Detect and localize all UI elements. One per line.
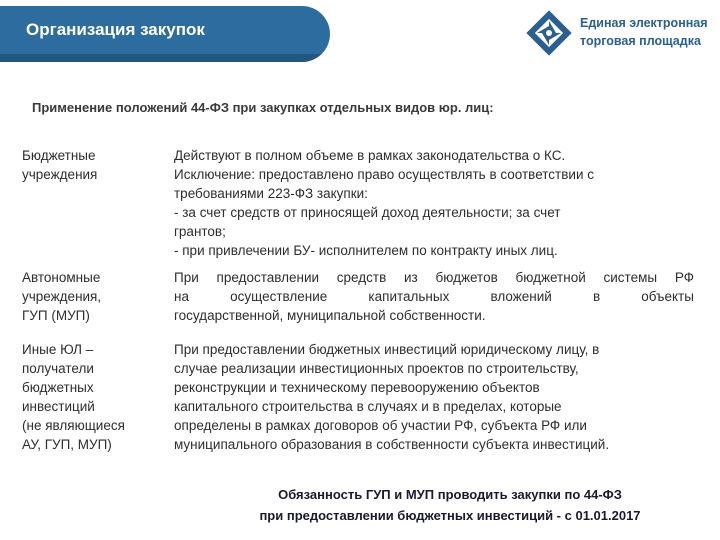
footer-line-2: при предоставлении бюджетных инвестиций - с 01.01.2017 (259, 508, 641, 523)
page-title: Организация закупок (26, 20, 205, 39)
footer-note (190, 484, 710, 526)
logo-icon (526, 10, 572, 56)
section-title: Применение положений 44-ФЗ при закупках отдельных видов юр. лиц: (32, 100, 494, 115)
footer-line-1: Обязанность ГУП и МУП проводить закупки по 44-ФЗ (278, 487, 622, 502)
row-text: При предоставлении бюджетных инвестиций юридическому лицу, в случае реализации инвестиционных проектов по строительству, реконструкции и техническому перевооружению объектов капитального строительства в случаях и в пределах, которые определены в рамках договоров об участии РФ, субъекта РФ или муниципального образования в собственности субъекта инвестиций. (174, 342, 610, 452)
logo-line-1: Единая электронная (580, 16, 708, 30)
logo-line-2: торговая площадка (580, 34, 701, 48)
row-label: Иные ЮЛ – получатели бюджетных инвестиций (не являющиеся АУ, ГУП, МУП) (22, 342, 125, 452)
row-label: Бюджетные учреждения (22, 148, 98, 182)
title-bar (0, 6, 330, 62)
justified-line: на осуществление капитальных вложений в объекты (174, 289, 694, 304)
row-text: При предоставлении средств из бюджетов бюджетной системы РФ на осуществление капитальных вложений в объекты государственной, муниципальной собственности. (174, 270, 694, 323)
row-label: Автономные учреждения, ГУП (МУП) (22, 270, 102, 323)
row-text: Действуют в полном объеме в рамках законодательства о КС. Исключение: предоставлено право осуществлять в соответствии с требованиями 223-ФЗ закупки: - за счет средств от приносящей доход деятельности; за счет грантов; - при привлечении БУ- исполнителем по контракту иных лиц. (174, 148, 594, 258)
logo-text (580, 14, 720, 50)
header (0, 0, 720, 76)
justified-line: При предоставлении средств из бюджетов бюджетной системы РФ (174, 270, 694, 285)
